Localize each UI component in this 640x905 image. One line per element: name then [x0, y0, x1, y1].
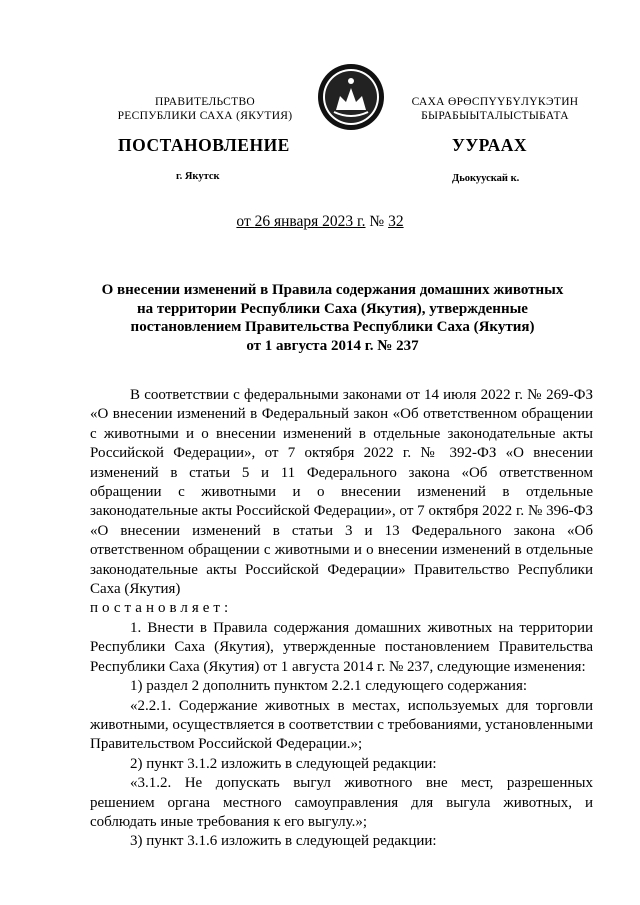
date-number-line: [0, 213, 640, 231]
title-line-3: постановлением Правительства Республики Саха (Якутия): [130, 319, 535, 335]
decree-body: [90, 386, 593, 852]
decree-title: [80, 281, 585, 355]
coat-of-arms-emblem: [316, 62, 386, 132]
decree-word: постановляет:: [90, 600, 233, 617]
doc-type-yakut: УУРААХ: [452, 135, 528, 155]
title-line-1: О внесении изменений в Правила содержания домашних животных: [101, 282, 564, 298]
doc-type-russian: ПОСТАНОВЛЕНИЕ: [118, 135, 290, 155]
right-org-line-2: БЫРАБЫЫТАЛЫСТЫБАТА: [421, 110, 569, 122]
body-paragraph: 2) пункт 3.1.2 изложить в следующей редакции:: [130, 755, 437, 772]
date-prefix: от: [236, 213, 255, 230]
title-line-4: от 1 августа 2014 г. № 237: [246, 337, 419, 354]
left-org-line-2: РЕСПУБЛИКИ САХА (ЯКУТИЯ): [117, 110, 293, 122]
right-org-line-1: САХА ӨРӨСПҮҮБҮЛҮКЭТИН: [411, 96, 579, 108]
body-paragraph: 3) пункт 3.1.6 изложить в следующей редакции:: [130, 833, 437, 850]
decree-number: 32: [388, 213, 404, 230]
city-yakut: Дьокуускай к.: [452, 173, 520, 184]
title-line-2: на территории Республики Саха (Якутия), утвержденные: [137, 300, 528, 317]
body-paragraph: 1) раздел 2 дополнить пунктом 2.2.1 следующего содержания:: [130, 678, 528, 695]
body-paragraph: 1. Внести в Правила содержания домашних животных на территории Республики Саха (Якутия), утвержденные постановлением Правительства Республики Саха (Якутия) от 1 августа 2014 г. № 237, следующие изменения:: [90, 619, 593, 675]
right-org-name: [385, 95, 605, 123]
city-russian: г. Якутск: [176, 171, 220, 182]
number-prefix: №: [365, 213, 389, 230]
body-paragraph: «2.2.1. Содержание животных в местах, используемых для торговли животными, осуществляется в соответствии с требованиями, установленными Правительством Российской Федерации.»;: [90, 697, 594, 753]
body-paragraph: «3.1.2. Не допускать выгул животного вне мест, разрешенных решением органа местного самоуправления для выгула животных, и соблюдать иные требования к его выгулу.»;: [90, 775, 593, 830]
left-org-line-1: ПРАВИТЕЛЬСТВО: [154, 96, 256, 108]
decree-date: 26 января 2023 г.: [254, 213, 366, 230]
preamble-paragraph: В соответствии с федеральными законами от 14 июля 2022 г. № 269-ФЗ «О внесении изменений в Федеральный закон «Об ответственном обращении с животными и о внесении изменений в отдельные законодательные акты Российской Федерации», от 7 октября 2022 г. № 392-ФЗ «О внесении изменений в статьи 5 и 11 Федерального закона «Об ответственном обращении с животными и о внесении изменений в отдельные законодательные акты Российской Федерации», от 7 октября 2022 г. № 396-ФЗ «О внесении изменений в статьи 3 и 13 Федерального закона «Об ответственном обращении с животными и о внесении изменений в отдельные законодательные акты Российской Федерации» Правительство Республики Саха (Якутия): [90, 387, 593, 598]
left-org-name: [105, 95, 305, 123]
